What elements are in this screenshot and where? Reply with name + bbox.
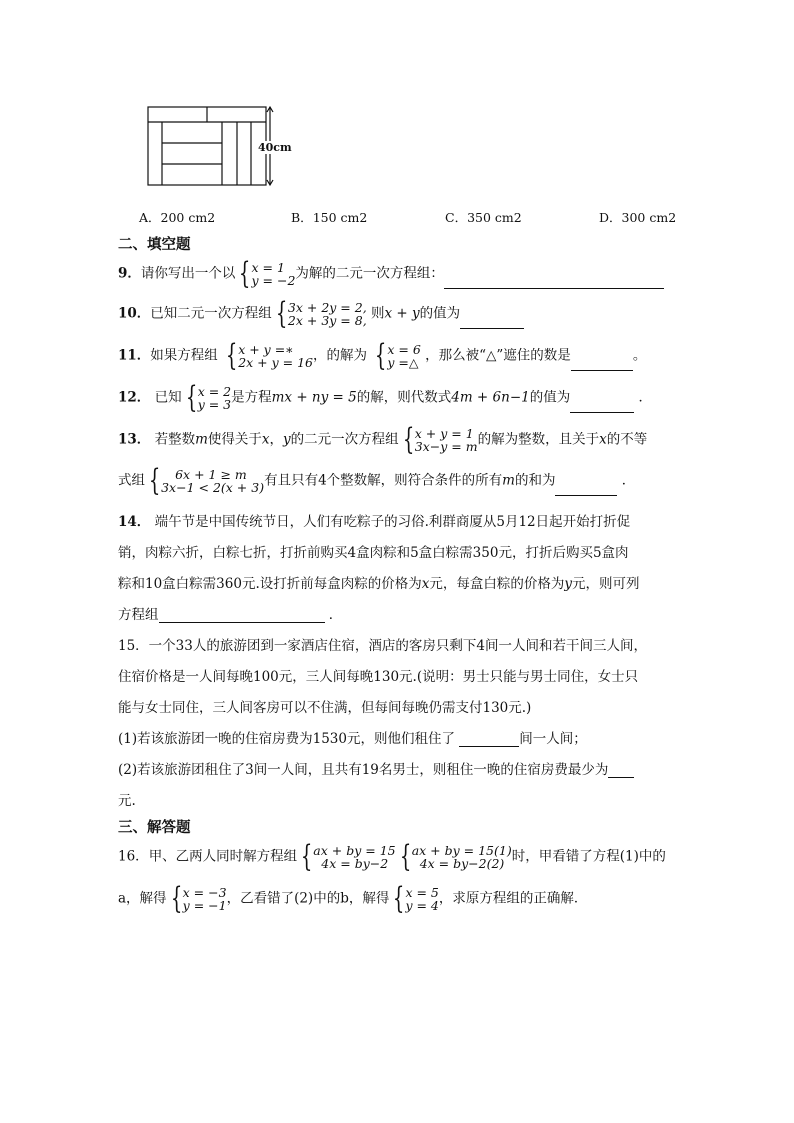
question-15-part-2-unit: 元. [118, 793, 136, 809]
question-13-line-2: 式组 { 6x + 1 ≥ m 3x−1 < 2(x + 3) 有且只有4个整数解，则符合条件的所有m的和为 ． [118, 463, 636, 498]
question-10: 10．已知二元一次方程组 { 3x + 2y = 2, 2x + 3y = 8, 则x + y的值为 [118, 299, 524, 329]
question-16-line-1: 16．甲、乙两人同时解方程组 { ax + by = 15 4x = by−2 { ax + by = 15(1) 4x = by−2(2) 时，甲看错了方程(1)中的 [118, 839, 666, 874]
question-12: 12． 已知 { x = 2 y = 3 是方程mx + ny = 5的解，则代数式4m + 6n−1的值为 ． [118, 380, 653, 415]
question-15-line-3: 能与女士同住，三人间客房可以不住满，但每间每晚仍需支付130元.) [118, 700, 532, 716]
choice-b: B．150 cm2 [291, 210, 368, 225]
choice-c: C．350 cm2 [445, 210, 522, 225]
question-9: 9．请你写出一个以 { x = 1 y = −2 为解的二元一次方程组： [118, 259, 664, 289]
question-16-line-2: a，解得 { x = −3 y = −1 ，乙看错了(2)中的b，解得 { x = 5 y = 4 ，求原方程组的正确解． [118, 881, 588, 916]
question-13-line-1: 13． 若整数m使得关于x，y的二元一次方程组 { x + y = 1 3x−y = m 的解为整数，且关于x的不等 [118, 422, 648, 457]
question-15-part-1: (1)若该旅游团一晚的住宿房费为1530元，则他们租住了 间一人间； [118, 731, 587, 747]
question-14-line-3: 粽和10盒白粽需360元.设打折前每盒肉粽的价格为x元，每盒白粽的价格为y元，则可列 [118, 576, 640, 592]
section-heading-solve: 三、解答题 [118, 819, 191, 836]
choice-a: A．200 cm2 [139, 210, 216, 225]
question-11: 11．如果方程组 { x + y =∗ 2x + y = 16 ，的解为 { x = 6 y =△ ，那么被“△”遮住的数是 。 [118, 338, 647, 373]
question-15-line-2: 住宿价格是一人间每晚100元，三人间每晚130元.(说明：男士只能与男士同住，女士只 [118, 669, 639, 685]
question-14-line-4: 方程组 ． [118, 607, 343, 623]
question-14-line-1: 14． 端午节是中国传统节日，人们有吃粽子的习俗.利群商厦从5月12日起开始打折促 [118, 514, 631, 530]
choice-d: D．300 cm2 [599, 210, 677, 225]
section-heading-fill-in: 二、填空题 [118, 236, 191, 253]
dimension-label: 40cm [258, 141, 292, 154]
question-14-line-2: 销，肉粽六折，白粽七折，打折前购买4盒肉粽和5盒白粽需350元，打折后购买5盒肉 [118, 545, 629, 561]
question-15-part-2: (2)若该旅游团租住了3间一人间，且共有19名男士，则租住一晚的住宿房费最少为 [118, 758, 634, 778]
question-15-line-1: 15．一个33人的旅游团到一家酒店住宿，酒店的客房只剩下4间一人间和若干间三人间， [118, 638, 647, 654]
